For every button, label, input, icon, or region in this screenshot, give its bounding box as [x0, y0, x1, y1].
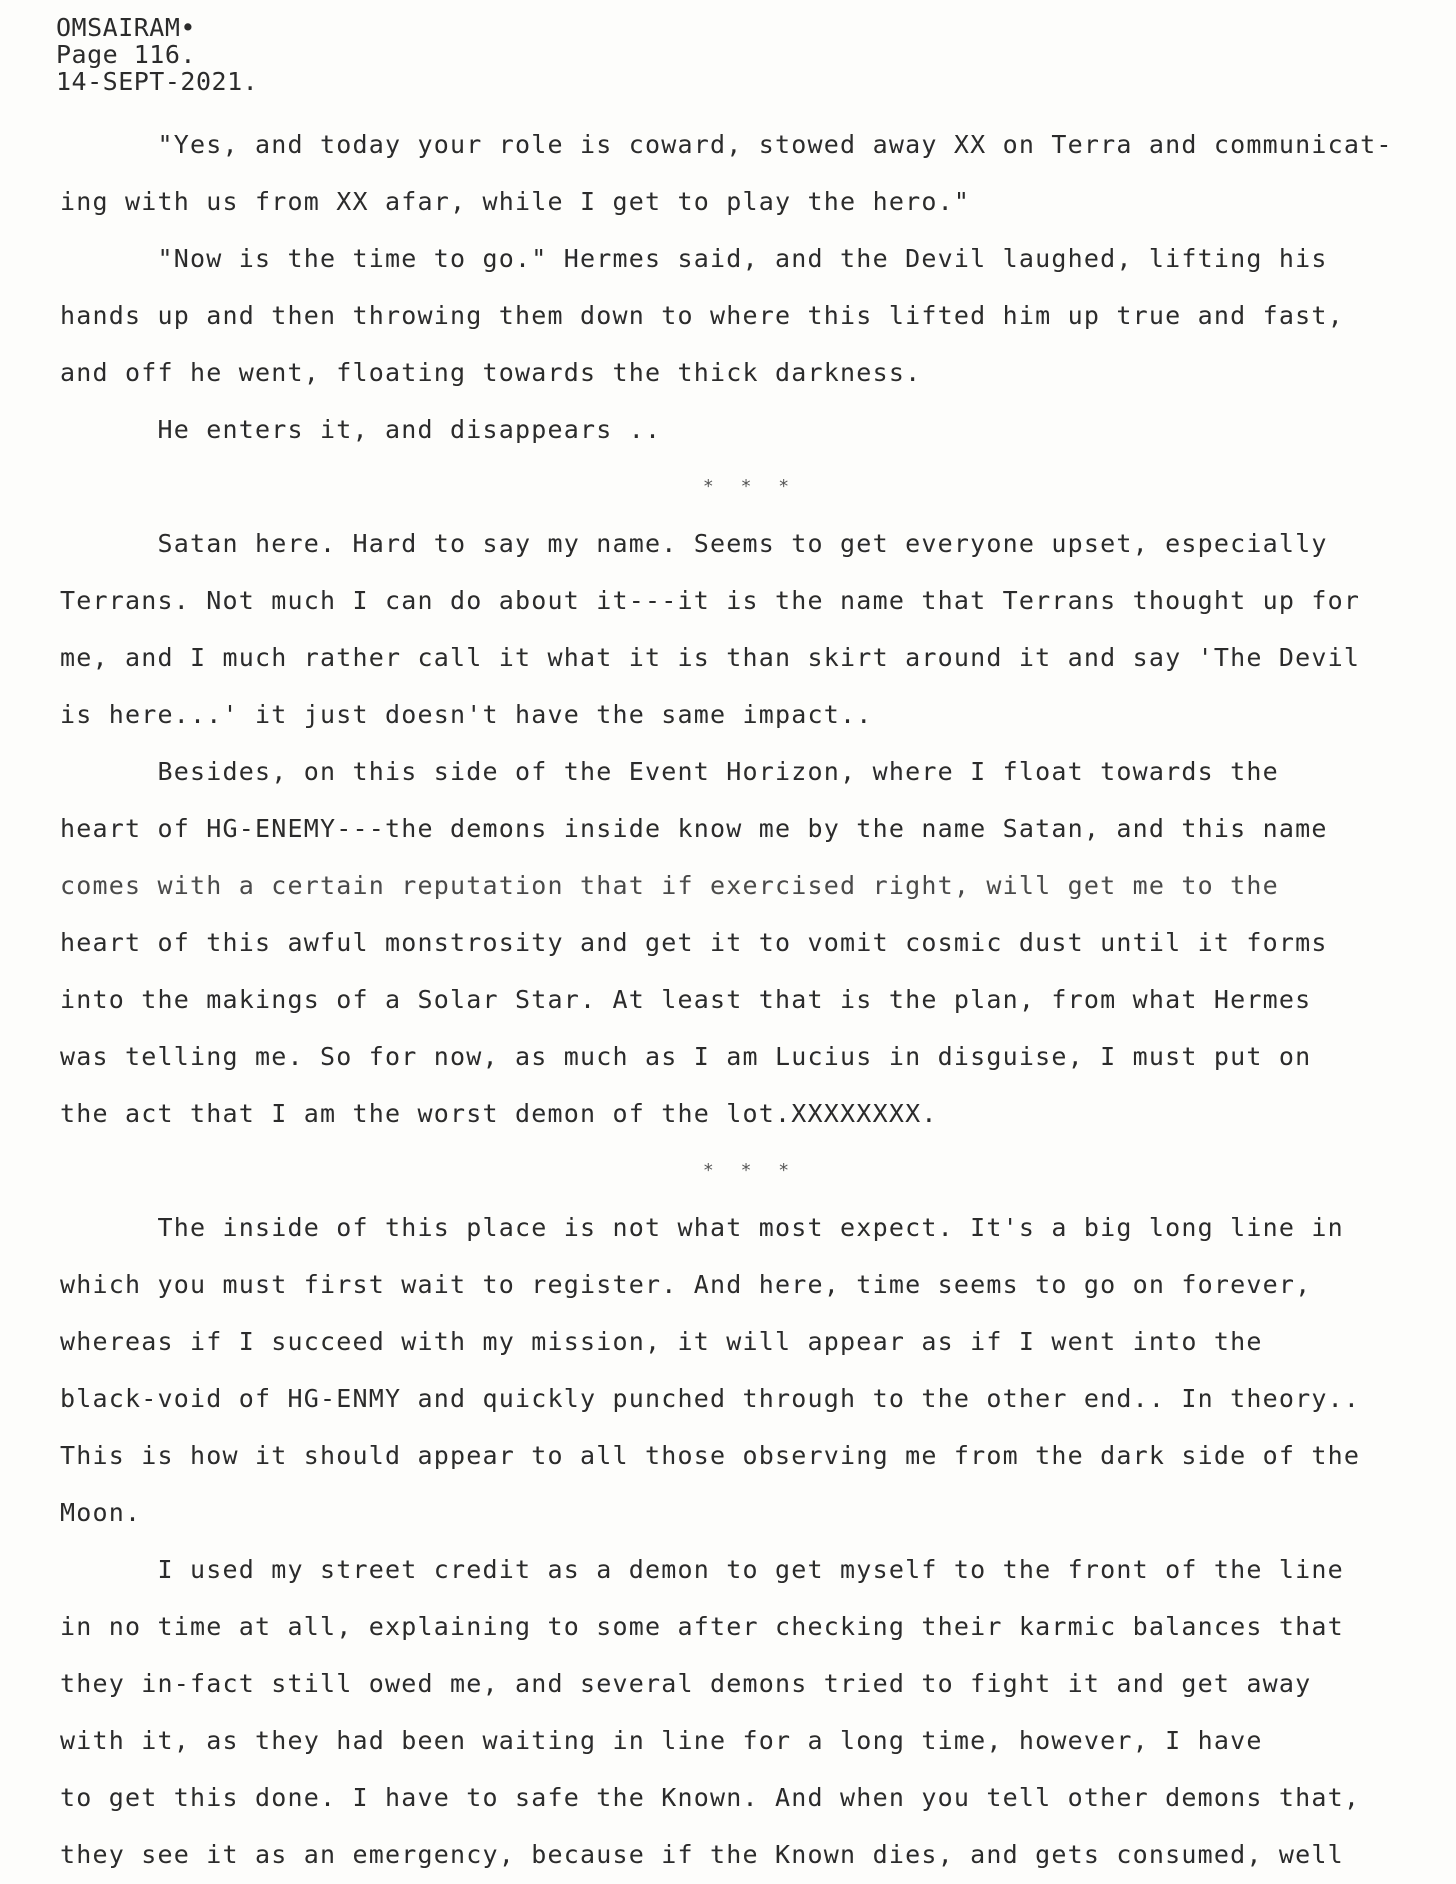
text-line: "Now is the time to go." Hermes said, and the Devil laughed, lifting his [60, 244, 1328, 273]
text-line: The inside of this place is not what most expect. It's a big long line in [60, 1213, 1344, 1242]
text-line: "Yes, and today your role is coward, stowed away XX on Terra and communicat- [60, 130, 1393, 159]
header-dedication: OMSAIRAM• [56, 13, 196, 42]
section-divider: * * * [702, 476, 798, 497]
text-line: He enters it, and disappears .. [60, 415, 662, 444]
text-line: which you must first wait to register. And here, time seems to go on forever, [60, 1270, 1312, 1299]
text-line: and off he went, floating towards the thick darkness. [60, 358, 922, 387]
text-line: was telling me. So for now, as much as I am Lucius in disguise, I must put on [60, 1042, 1312, 1071]
text-line: black-void of HG-ENMY and quickly punched through to the other end.. In theory.. [60, 1384, 1361, 1413]
text-line: in no time at all, explaining to some after checking their karmic balances that [60, 1612, 1344, 1641]
text-line: comes with a certain reputation that if exercised right, will get me to the [60, 871, 1279, 900]
text-line: Besides, on this side of the Event Horizon, where I float towards the [60, 757, 1279, 786]
text-line: whereas if I succeed with my mission, it will appear as if I went into the [60, 1327, 1263, 1356]
text-line: to get this done. I have to safe the Known. And when you tell other demons that, [60, 1783, 1361, 1812]
text-line: the act that I am the worst demon of the lot.XXXXXXXX. [60, 1099, 938, 1128]
text-line: they in-fact still owed me, and several demons tried to fight it and get away [60, 1669, 1312, 1698]
text-line: Terrans. Not much I can do about it---it is the name that Terrans thought up for [60, 586, 1361, 615]
text-line: hands up and then throwing them down to where this lifted him up true and fast, [60, 301, 1344, 330]
section-divider: * * * [702, 1160, 798, 1181]
text-line: they see it as an emergency, because if the Known dies, and gets consumed, well [60, 1840, 1344, 1869]
text-line: I used my street credit as a demon to get myself to the front of the line [60, 1555, 1344, 1584]
text-line: heart of this awful monstrosity and get it to vomit cosmic dust until it forms [60, 928, 1328, 957]
text-line: Satan here. Hard to say my name. Seems to get everyone upset, especially [60, 529, 1328, 558]
manuscript-body [60, 116, 1440, 1883]
header-date: 14-SEPT-2021. [56, 67, 259, 96]
text-line: is here...' it just doesn't have the same impact.. [60, 700, 873, 729]
page-header [56, 14, 258, 95]
text-line: heart of HG-ENEMY---the demons inside know me by the name Satan, and this name [60, 814, 1328, 843]
text-line: me, and I much rather call it what it is than skirt around it and say 'The Devil [60, 643, 1361, 672]
text-line: with it, as they had been waiting in line for a long time, however, I have [60, 1726, 1263, 1755]
text-line: into the makings of a Solar Star. At least that is the plan, from what Hermes [60, 985, 1312, 1014]
text-line: This is how it should appear to all those observing me from the dark side of the [60, 1441, 1361, 1470]
text-line: Moon. [60, 1498, 142, 1527]
header-page-number: Page 116. [56, 40, 196, 69]
text-line: ing with us from XX afar, while I get to play the hero." [60, 187, 971, 216]
